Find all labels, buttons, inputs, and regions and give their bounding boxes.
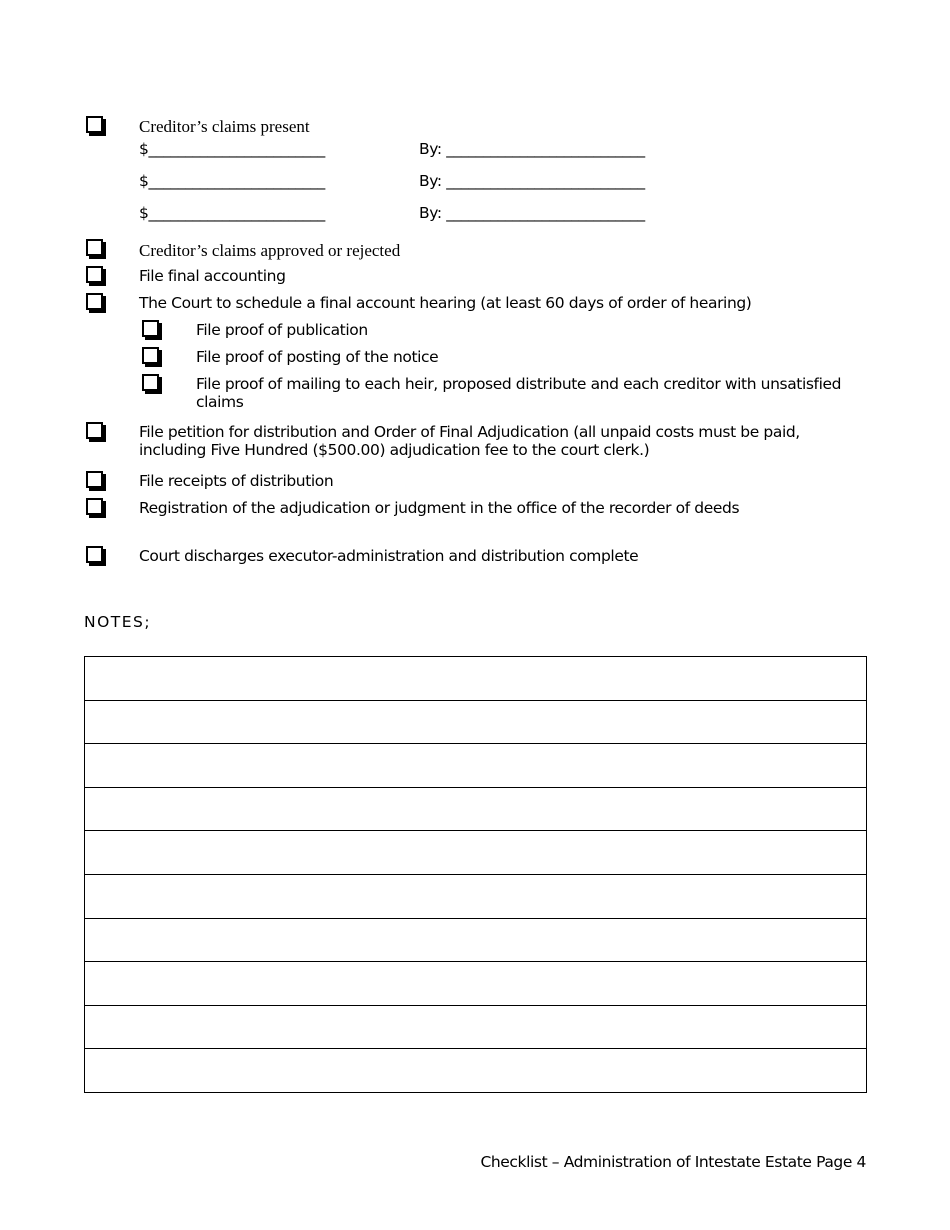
checkbox-proof-mailing[interactable] — [142, 374, 159, 391]
notes-cell[interactable] — [85, 874, 867, 918]
creditors-claims-heading: Creditor’s claims present — [139, 117, 310, 136]
schedule-hearing-label: The Court to schedule a final account hearing (at least 60 days of order of hearing) — [139, 294, 752, 312]
notes-cell[interactable] — [85, 700, 867, 744]
claim-amount-field-1[interactable]: $________________________ — [139, 140, 325, 158]
approved-rejected-label: Creditor’s claims approved or rejected — [139, 241, 401, 260]
claim-by-field-3[interactable]: By: ___________________________ — [419, 204, 645, 222]
checkbox-discharge[interactable] — [86, 546, 103, 563]
notes-row — [85, 657, 867, 701]
proof-posting-label: File proof of posting of the notice — [196, 348, 439, 366]
claim-amount-field-3[interactable]: $________________________ — [139, 204, 325, 222]
checkbox-receipts-distribution[interactable] — [86, 471, 103, 488]
discharge-label: Court discharges executor-administration and distribution complete — [139, 547, 639, 565]
notes-cell[interactable] — [85, 962, 867, 1006]
page-footer: Checklist – Administration of Intestate Estate Page 4 — [480, 1153, 866, 1171]
checkbox-final-accounting[interactable] — [86, 266, 103, 283]
notes-row — [85, 918, 867, 962]
notes-cell[interactable] — [85, 744, 867, 788]
notes-cell[interactable] — [85, 657, 867, 701]
notes-row — [85, 1005, 867, 1049]
notes-label: NOTES; — [84, 613, 152, 631]
checkbox-approved-rejected[interactable] — [86, 239, 103, 256]
checkbox-schedule-hearing[interactable] — [86, 293, 103, 310]
notes-cell[interactable] — [85, 1005, 867, 1049]
proof-mailing-label: File proof of mailing to each heir, proposed distribute and each creditor with unsatisfied claims — [196, 375, 842, 411]
checkbox-registration[interactable] — [86, 498, 103, 515]
checkbox-proof-publication[interactable] — [142, 320, 159, 337]
claim-by-field-2[interactable]: By: ___________________________ — [419, 172, 645, 190]
notes-row — [85, 962, 867, 1006]
notes-table — [84, 656, 867, 1093]
petition-distribution-label: File petition for distribution and Order of Final Adjudication (all unpaid costs must be paid, including Five Hundred ($500.00) adjudication fee to the court clerk.) — [139, 423, 800, 459]
notes-row — [85, 787, 867, 831]
notes-row — [85, 1049, 867, 1093]
notes-cell[interactable] — [85, 918, 867, 962]
receipts-distribution-label: File receipts of distribution — [139, 472, 334, 490]
notes-row — [85, 744, 867, 788]
notes-row — [85, 874, 867, 918]
notes-cell[interactable] — [85, 1049, 867, 1093]
claim-by-field-1[interactable]: By: ___________________________ — [419, 140, 645, 158]
checkbox-petition-distribution[interactable] — [86, 422, 103, 439]
notes-cell[interactable] — [85, 787, 867, 831]
notes-row — [85, 831, 867, 875]
checkbox-proof-posting[interactable] — [142, 347, 159, 364]
notes-cell[interactable] — [85, 831, 867, 875]
checkbox-creditors-claims-present[interactable] — [86, 116, 103, 133]
claim-amount-field-2[interactable]: $________________________ — [139, 172, 325, 190]
registration-label: Registration of the adjudication or judgment in the office of the recorder of deeds — [139, 499, 740, 517]
proof-publication-label: File proof of publication — [196, 321, 368, 339]
final-accounting-label: File final accounting — [139, 267, 286, 285]
notes-row — [85, 700, 867, 744]
